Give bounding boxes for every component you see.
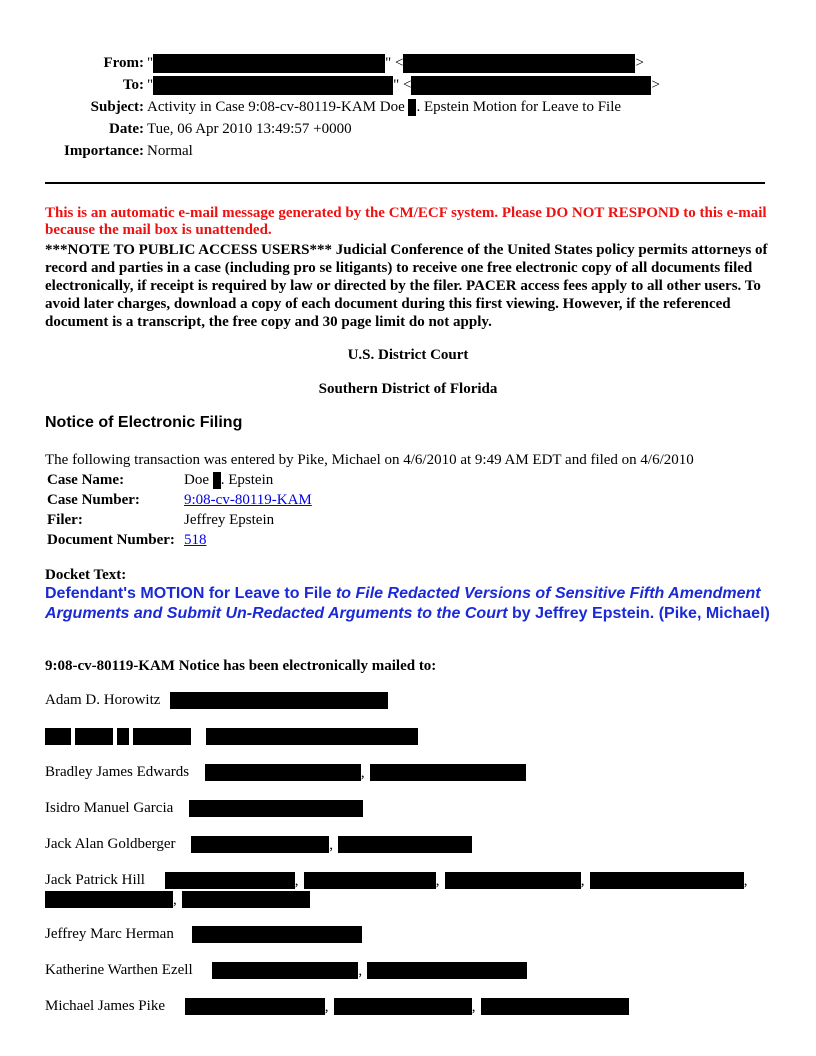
recipient-name: Adam D. Horowitz (45, 692, 161, 708)
recipient-row: Michael James Pike , , (45, 996, 629, 1017)
recipient-name: Jack Alan Goldberger (45, 836, 176, 852)
redaction-bar (45, 891, 173, 908)
redaction-bar (182, 891, 310, 908)
redaction-bar (75, 728, 113, 745)
redaction-bar (192, 926, 362, 943)
to-label: To: (122, 77, 144, 93)
date-value: Tue, 06 Apr 2010 13:49:57 +0000 (147, 121, 352, 137)
redaction-bar (481, 998, 629, 1015)
redaction-bar (189, 800, 363, 817)
importance-value: Normal (147, 143, 193, 159)
redaction-bar (367, 962, 527, 979)
redaction-bar (411, 76, 651, 95)
recipient-row: Jack Alan Goldberger , (45, 834, 472, 855)
date-label: Date: (109, 121, 144, 137)
notice-title: Notice of Electronic Filing (45, 414, 243, 431)
recipient-name: Bradley James Edwards (45, 764, 190, 780)
from-value: " " < > (147, 52, 644, 74)
district-name: Southern District of Florida (318, 381, 498, 397)
redaction-bar (590, 872, 744, 889)
recipient-row: Jack Patrick Hill , , , , (45, 872, 748, 889)
redaction-bar (338, 836, 472, 853)
subject-value: Activity in Case 9:08-cv-80119-KAM Doe . Epstein Motion for Leave to File (147, 99, 622, 115)
recipient-name: Jeffrey Marc Herman (45, 926, 174, 942)
redaction-bar (403, 54, 635, 73)
header-divider (45, 182, 765, 184)
redaction-bar (370, 764, 526, 781)
redaction-bar (117, 728, 129, 745)
redaction-bar (334, 998, 472, 1015)
redaction-bar (153, 76, 393, 95)
public-access-note: ***NOTE TO PUBLIC ACCESS USERS*** Judicial Conference of the United States policy permits attorneys of record and parties in a case (including pro se litigants) to receive one free electronic copy of all documents filed electronically, if receipt is required by law or directed by the filer. PACER access fees apply to all other users. To avoid later charges, download a copy of each document during this first viewing. However, if the referenced document is a transcript, the free copy and 30 page limit do not apply. (45, 242, 768, 330)
from-label: From: (103, 55, 144, 71)
document-number-label: Document Number: (47, 532, 175, 548)
redaction-bar (445, 872, 581, 889)
redaction-bar (205, 764, 361, 781)
filer-label: Filer: (47, 512, 83, 528)
case-number-link[interactable]: 9:08-cv-80119-KAM (184, 492, 312, 508)
mailed-to-heading: 9:08-cv-80119-KAM Notice has been electronically mailed to: (45, 658, 437, 674)
recipient-name: Michael James Pike (45, 998, 165, 1014)
case-number-label: Case Number: (47, 492, 140, 508)
redaction-bar (191, 836, 329, 853)
redaction-bar (45, 728, 71, 745)
case-name-label: Case Name: (47, 472, 125, 488)
redaction-bar (133, 728, 191, 745)
redaction-bar (212, 962, 358, 979)
recipient-name: Jack Patrick Hill (45, 872, 145, 888)
court-name: U.S. District Court (347, 347, 469, 363)
transaction-text: The following transaction was entered by Pike, Michael on 4/6/2010 at 9:49 AM EDT and filed on 4/6/2010 (45, 452, 694, 468)
recipient-row (45, 924, 362, 944)
subject-label: Subject: (90, 99, 144, 115)
importance-label: Importance: (64, 143, 144, 159)
recipient-name: Isidro Manuel Garcia (45, 800, 174, 816)
recipient-name: Katherine Warthen Ezell (45, 962, 193, 978)
docket-text-label: Docket Text: (45, 567, 127, 583)
auto-message-warning: This is an automatic e-mail message generated by the CM/ECF system. Please DO NOT RESPOND to this e-mail because the mail box is unattended. (45, 205, 767, 238)
recipient-row (45, 690, 388, 710)
recipient-row-continued: , (45, 889, 310, 910)
recipient-row (45, 726, 418, 746)
docket-text: Defendant's MOTION for Leave to File to File Redacted Versions of Sensitive Fifth Amendment Arguments and Submit Un-Redacted Arguments to the Court by Jeffrey Epstein. (Pike, Michael) (45, 585, 770, 622)
recipient-row: Katherine Warthen Ezell , (45, 960, 527, 981)
recipient-row: Bradley James Edwards , (45, 762, 526, 783)
redaction-bar (185, 998, 325, 1015)
to-value: " " < > (147, 74, 660, 96)
recipient-row (45, 798, 363, 818)
redaction-bar (165, 872, 295, 889)
document-number-link[interactable]: 518 (184, 532, 207, 548)
redaction-bar (153, 54, 385, 73)
redaction-bar (213, 472, 221, 489)
redaction-bar (170, 692, 388, 709)
redaction-bar (304, 872, 436, 889)
redaction-bar (206, 728, 418, 745)
case-name-value: Doe . Epstein (184, 472, 274, 488)
filer-value: Jeffrey Epstein (184, 512, 275, 528)
